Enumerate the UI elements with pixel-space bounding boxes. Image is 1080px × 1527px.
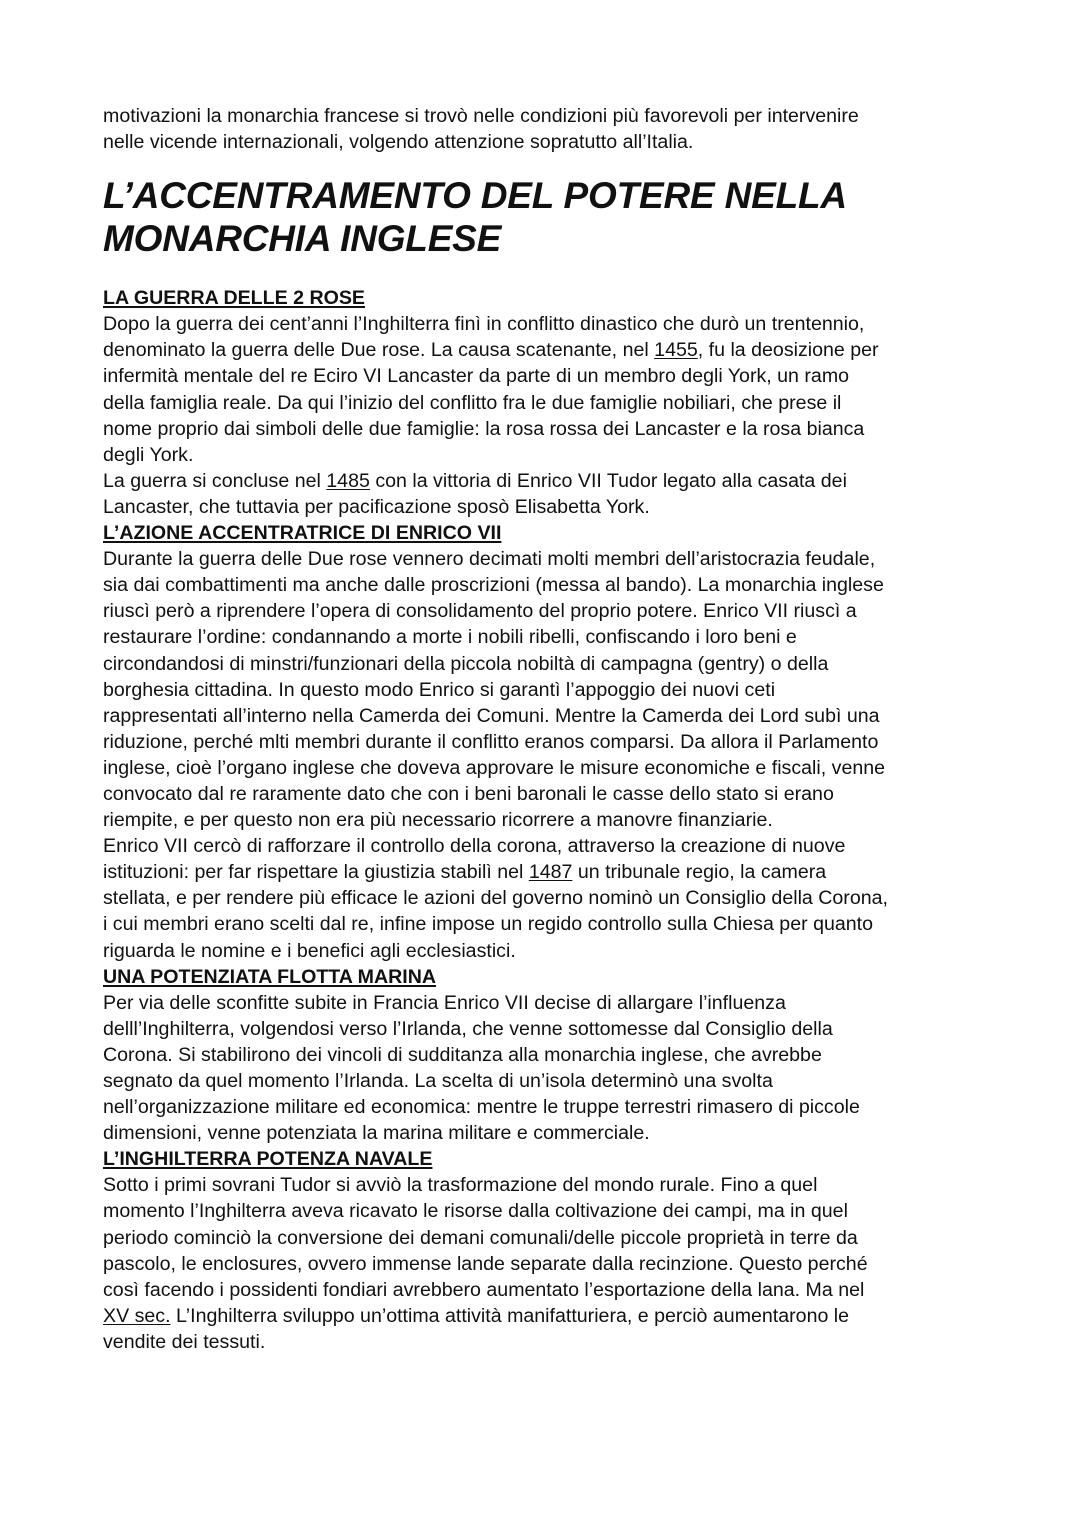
text-span: un tribunale regio, la camera [572, 861, 827, 884]
text-line: sia dai combattimenti ma anche dalle proscrizioni (messa al bando). La monarchia inglese [103, 574, 884, 597]
document-body [103, 103, 983, 1355]
text-line: dimensioni, venne potenziata la marina militare e commerciale. [103, 1122, 650, 1145]
text-line: Per via delle sconfitte subite in Francia Enrico VII decise di allargare l’influenza [103, 991, 786, 1014]
text-line: riduzione, perché mlti membri durante il conflitto eranos comparsi. Da allora il Parlamento [103, 730, 879, 753]
text-line: restaurare l’ordine: condannando a morte i nobili ribelli, confiscando i loro beni e [103, 626, 797, 649]
text-line: delll’Inghilterra, volgendosi verso l’Irlanda, che venne sottomesse dal Consiglio della [103, 1017, 833, 1040]
section-heading: LA GUERRA DELLE 2 ROSE [103, 287, 365, 310]
text-line: infermità mentale del re Eciro VI Lancaster da parte di un membro degli York, un ramo [103, 365, 850, 388]
section-heading: L’AZIONE ACCENTRATRICE DI ENRICO VII [103, 522, 502, 545]
text-line: i cui membri erano scelti dal re, infine impose un regido controllo sulla Chiesa per quanto [103, 913, 874, 936]
text-span: L’Inghilterra sviluppo un’ottima attività manifatturiera, e perciò aumentarono le [170, 1304, 850, 1327]
text-line: inglese, cioè l’organo inglese che doveva approvare le misure economiche e fiscali, venne [103, 756, 886, 779]
underlined-date: XV sec. [103, 1304, 171, 1327]
text-line: vendite dei tessuti. [103, 1330, 266, 1353]
section-heading: UNA POTENZIATA FLOTTA MARINA [103, 965, 437, 988]
text-line: riguarda le nomine e i benefici agli ecclesiastici. [103, 939, 516, 962]
text-line: degli York. [103, 443, 194, 466]
underlined-date: 1455 [654, 339, 698, 362]
text-line: Corona. Si stabilirono dei vincoli di sudditanza alla monarchia inglese, che avrebbe [103, 1043, 822, 1066]
text-line: Lancaster, che tuttavia per pacificazione sposò Elisabetta York. [103, 495, 650, 518]
text-line [103, 1303, 983, 1329]
text-line: Enrico VII cercò di rafforzare il controllo della corona, attraverso la creazione di nuove [103, 835, 846, 858]
title-line-2: MONARCHIA INGLESE [103, 218, 502, 260]
text-span: istituzioni: per far rispettare la giustizia stabilì nel [103, 861, 529, 884]
text-span: , fu la deosizione per [697, 339, 879, 362]
text-line: rappresentati all’interno nella Camerda dei Comuni. Mentre la Camerda dei Lord subì una [103, 704, 880, 727]
text-span: con la vittoria di Enrico VII Tudor legato alla casata dei [369, 469, 847, 492]
text-line: motivazioni la monarchia francese si trovò nelle condizioni più favorevoli per intervenire [103, 105, 859, 127]
text-span: La guerra si concluse nel [103, 469, 327, 492]
section-heading: L’INGHILTERRA POTENZA NAVALE [103, 1148, 433, 1171]
text-line: segnato da quel momento l’Irlanda. La scelta di un’isola determinò una svolta [103, 1070, 773, 1092]
text-line: periodo cominciò la conversione dei demani comunali/delle piccole proprietà in terre da [103, 1226, 858, 1249]
text-line: Durante la guerra delle Due rose vennero decimati molti membri dell’aristocrazia feudale, [103, 548, 876, 571]
page-title [103, 174, 983, 260]
text-line: Dopo la guerra dei cent’anni l’Inghilterra finì in conflitto dinastico che durò un trentennio, [103, 313, 865, 336]
text-line: momento l’Inghilterra aveva ricavato le risorse dalla coltivazione dei campi, ma in quel [103, 1200, 848, 1223]
text-line: riempite, e per questo non era più necessario ricorrere a manovre finanziarie. [103, 809, 773, 832]
text-line: pascolo, le enclosures, ovvero immense lande separate dalla recinzione. Questo perché [103, 1252, 868, 1275]
text-span: denominato la guerra delle Due rose. La causa scatenante, nel [103, 339, 655, 362]
text-line: riuscì però a riprendere l’opera di consolidamento del proprio potere. Enrico VII riuscì a [103, 600, 857, 623]
text-line: nell’organizzazione militare ed economica: mentre le truppe terrestri rimasero di piccole [103, 1096, 860, 1119]
text-line: nome proprio dai simboli delle due famiglie: la rosa rossa dei Lancaster e la rosa bianca [103, 417, 865, 440]
intro-paragraph [103, 103, 983, 155]
text-line: circondandosi di minstri/funzionari della piccola nobiltà di campagna (gentry) o della [103, 652, 829, 675]
text-line: stellata, e per rendere più efficace le azioni del governo nominò un Consiglio della Corona, [103, 887, 888, 910]
underlined-date: 1487 [528, 861, 573, 884]
text-line: convocato dal re raramente dato che con i beni baronali le casse dello stato si erano [103, 782, 834, 805]
text-line: nelle vicende internazionali, volgendo attenzione sopratutto all’Italia. [103, 131, 694, 154]
text-line [103, 468, 983, 494]
title-line-1: L’ACCENTRAMENTO DEL POTERE NELLA [103, 175, 847, 217]
underlined-date: 1485 [326, 469, 370, 492]
section-guerra-delle-rose [103, 285, 983, 520]
section-potenza-navale [103, 1146, 983, 1355]
text-line [103, 859, 983, 885]
text-line [103, 337, 983, 363]
text-line: Sotto i primi sovrani Tudor si avviò la trasformazione del mondo rurale. Fino a quel [103, 1174, 818, 1197]
text-line: così facendo i possidenti fondiari avrebbero aumentato l’esportazione della lana. Ma nel [103, 1278, 865, 1301]
text-line: borghesia cittadina. In questo modo Enrico si garantì l’appoggio dei nuovi ceti [103, 678, 776, 701]
section-flotta-marina [103, 964, 983, 1147]
text-line: della famiglia reale. Da qui l’inizio del conflitto fra le due famiglie nobiliari, che prese il [103, 391, 842, 414]
section-azione-accentratrice [103, 520, 983, 964]
